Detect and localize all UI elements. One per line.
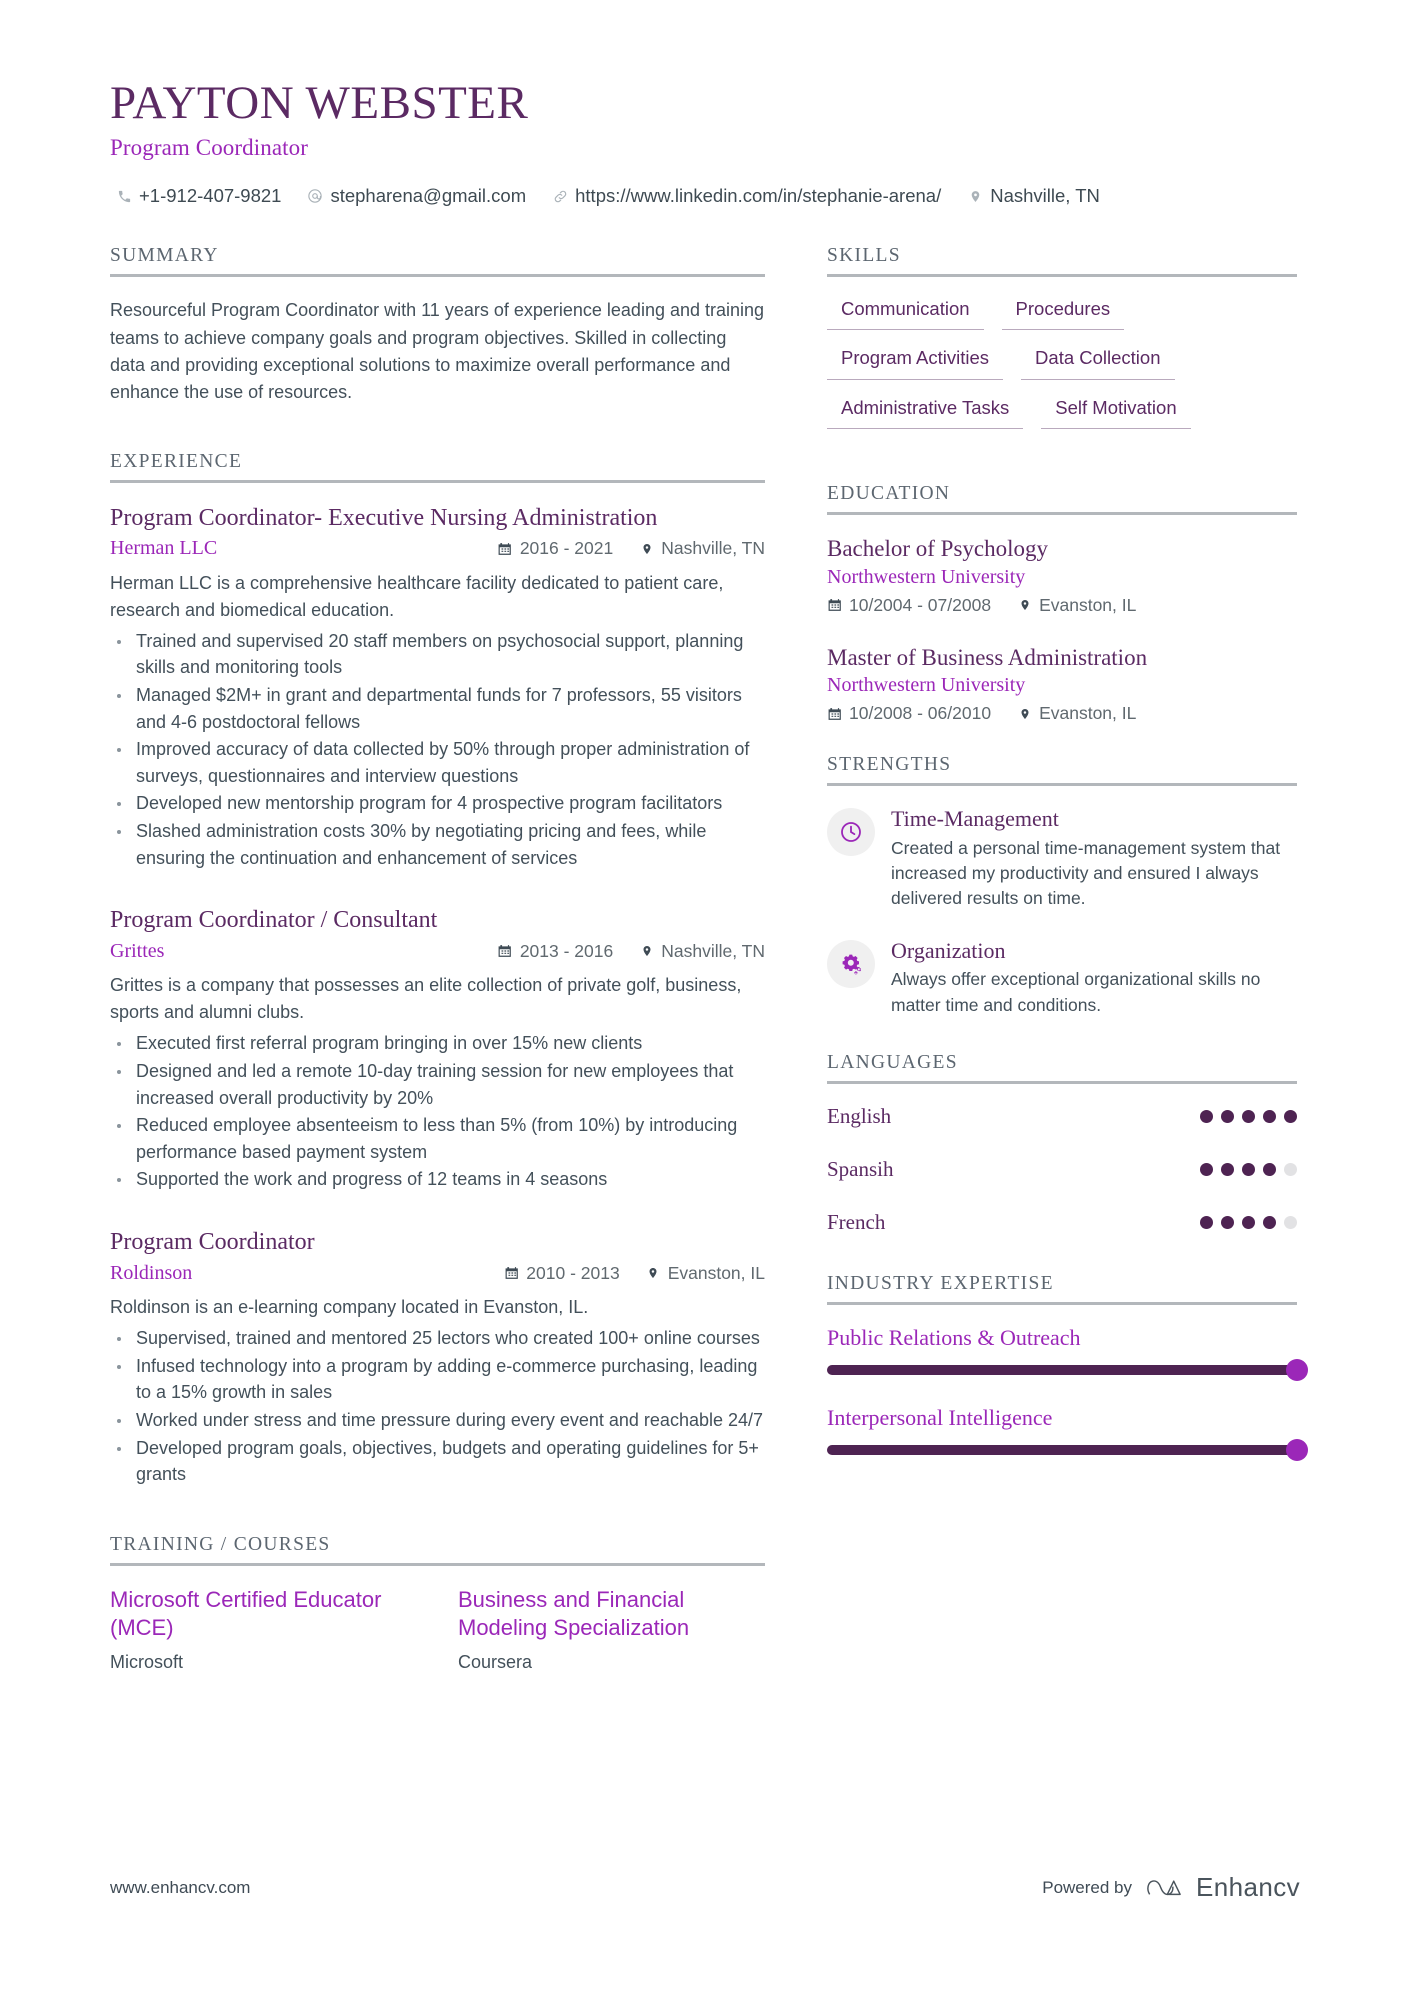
skill-chip: Data Collection bbox=[1021, 344, 1174, 379]
experience-bullet: Reduced employee absenteeism to less than 5% (from 10%) by introducing performance based payment system bbox=[110, 1112, 765, 1165]
languages-heading: LANGUAGES bbox=[827, 1052, 1297, 1084]
expertise-slider[interactable] bbox=[827, 1445, 1297, 1455]
education-location bbox=[1017, 703, 1136, 724]
experience-location-text: Evanston, IL bbox=[667, 1262, 765, 1283]
experience-company: Herman LLC bbox=[110, 537, 218, 560]
section-training bbox=[110, 1534, 765, 1673]
experience-bullets bbox=[110, 1030, 765, 1193]
education-school: Northwestern University bbox=[827, 565, 1026, 588]
experience-company: Grittes bbox=[110, 939, 165, 962]
level-dot bbox=[1242, 1216, 1255, 1229]
experience-dates bbox=[504, 1263, 619, 1284]
resume-header bbox=[110, 78, 1300, 205]
resume-body bbox=[110, 245, 1300, 1681]
experience-bullet: Improved accuracy of data collected by 50% through proper administration of surveys, questionnaires and interview questions bbox=[110, 736, 765, 789]
location-pin-icon bbox=[639, 541, 654, 556]
education-school: Northwestern University bbox=[827, 674, 1026, 697]
right-column bbox=[827, 245, 1297, 1681]
location-pin-icon bbox=[639, 944, 654, 959]
education-entry bbox=[827, 535, 1297, 616]
education-degree: Master of Business Administration bbox=[827, 644, 1148, 670]
training-provider: Coursera bbox=[458, 1652, 533, 1673]
experience-location-text: Nashville, TN bbox=[661, 940, 765, 961]
level-dot bbox=[1263, 1163, 1276, 1176]
experience-dates-text: 2013 - 2016 bbox=[519, 940, 614, 961]
education-dates bbox=[827, 595, 991, 616]
location-pin-icon bbox=[1017, 706, 1032, 721]
education-dates bbox=[827, 703, 991, 724]
skills-list bbox=[827, 295, 1297, 429]
strength-name: Time-Management bbox=[891, 806, 1059, 832]
experience-location-text: Nashville, TN bbox=[661, 538, 765, 559]
industry-expertise-heading: INDUSTRY EXPERTISE bbox=[827, 1273, 1297, 1305]
summary-text: Resourceful Program Coordinator with 11 years of experience leading and training teams to achieve company goals and program objectives. Skilled in collecting data and providing exceptional solutions to maximize overall performance and enhance the use of resources. bbox=[110, 300, 765, 403]
section-industry-expertise bbox=[827, 1273, 1297, 1455]
contact-location-text: Nashville, TN bbox=[990, 184, 1100, 206]
language-row bbox=[827, 1210, 1297, 1235]
training-list bbox=[110, 1586, 765, 1673]
experience-entry bbox=[110, 1227, 765, 1488]
language-row bbox=[827, 1104, 1297, 1129]
experience-role: Program Coordinator / Consultant bbox=[110, 907, 438, 934]
education-dates-text: 10/2008 - 06/2010 bbox=[849, 703, 992, 724]
education-location bbox=[1017, 595, 1136, 616]
level-dot bbox=[1200, 1110, 1213, 1123]
clock-icon bbox=[827, 808, 875, 856]
skills-heading: SKILLS bbox=[827, 245, 1297, 277]
contact-location[interactable] bbox=[967, 184, 1100, 206]
experience-meta bbox=[110, 1260, 765, 1286]
level-dot bbox=[1221, 1163, 1234, 1176]
powered-by-label: Powered by bbox=[1042, 1877, 1133, 1897]
strength-entry bbox=[827, 938, 1297, 1018]
strength-name: Organization bbox=[891, 937, 1006, 963]
calendar-icon bbox=[504, 1266, 519, 1281]
experience-bullet: Executed first referral program bringing in over 15% new clients bbox=[110, 1030, 765, 1057]
candidate-name: PAYTON WEBSTER bbox=[110, 77, 529, 129]
language-name: French bbox=[827, 1209, 886, 1234]
experience-bullet: Managed $2M+ in grant and departmental funds for 7 professors, 55 visitors and 4-6 postdoctoral fellows bbox=[110, 682, 765, 735]
strength-description: Always offer exceptional organizational skills no matter time and conditions. bbox=[891, 969, 1261, 1015]
enhancv-logo bbox=[1146, 1872, 1300, 1903]
email-icon bbox=[307, 188, 323, 204]
skill-chip: Self Motivation bbox=[1041, 394, 1190, 429]
phone-icon bbox=[116, 188, 132, 204]
enhancv-brand-name: Enhancv bbox=[1196, 1872, 1300, 1902]
expertise-fill bbox=[827, 1365, 1297, 1375]
education-meta bbox=[827, 595, 1297, 616]
expertise-fill bbox=[827, 1445, 1297, 1455]
experience-dates-text: 2016 - 2021 bbox=[519, 538, 614, 559]
experience-role: Program Coordinator bbox=[110, 1229, 315, 1256]
calendar-icon bbox=[827, 706, 842, 721]
experience-bullet: Supervised, trained and mentored 25 lectors who created 100+ online courses bbox=[110, 1325, 765, 1352]
training-item bbox=[458, 1586, 758, 1673]
location-pin-icon bbox=[967, 188, 983, 204]
strength-body bbox=[891, 938, 1297, 1018]
experience-bullets bbox=[110, 628, 765, 872]
language-level-dots bbox=[1200, 1163, 1297, 1176]
section-experience bbox=[110, 451, 765, 1488]
calendar-icon bbox=[498, 944, 513, 959]
strength-body bbox=[891, 806, 1297, 912]
section-education bbox=[827, 483, 1297, 725]
education-meta bbox=[827, 703, 1297, 724]
education-degree: Bachelor of Psychology bbox=[827, 535, 1049, 561]
skill-chip: Program Activities bbox=[827, 344, 1003, 379]
expertise-knob[interactable] bbox=[1286, 1439, 1308, 1461]
level-dot bbox=[1263, 1110, 1276, 1123]
location-pin-icon bbox=[1017, 598, 1032, 613]
expertise-name: Interpersonal Intelligence bbox=[827, 1404, 1053, 1430]
level-dot bbox=[1263, 1216, 1276, 1229]
level-dot bbox=[1284, 1216, 1297, 1229]
contact-linkedin-text: https://www.linkedin.com/in/stephanie-arena/ bbox=[575, 184, 942, 206]
contact-row bbox=[110, 184, 1300, 206]
contact-linkedin[interactable] bbox=[552, 184, 942, 206]
training-name: Business and Financial Modeling Specialization bbox=[458, 1586, 690, 1640]
section-languages bbox=[827, 1052, 1297, 1235]
experience-heading: EXPERIENCE bbox=[110, 451, 765, 483]
level-dot bbox=[1242, 1163, 1255, 1176]
experience-entry bbox=[110, 503, 765, 872]
skill-chip: Communication bbox=[827, 295, 984, 330]
level-dot bbox=[1200, 1163, 1213, 1176]
training-heading: TRAINING / COURSES bbox=[110, 1534, 765, 1566]
level-dot bbox=[1284, 1163, 1297, 1176]
experience-description: Grittes is a company that possesses an elite collection of private golf, business, sports and alumni clubs. bbox=[110, 975, 742, 1023]
language-level-dots bbox=[1200, 1110, 1297, 1123]
experience-bullet: Developed program goals, objectives, budgets and operating guidelines for 5+ grants bbox=[110, 1435, 765, 1488]
expertise-knob[interactable] bbox=[1286, 1359, 1308, 1381]
experience-dates bbox=[498, 941, 613, 962]
contact-phone-text: +1-912-407-9821 bbox=[139, 184, 282, 206]
experience-bullet: Trained and supervised 20 staff members on psychosocial support, planning skills and monitoring tools bbox=[110, 628, 765, 681]
level-dot bbox=[1242, 1110, 1255, 1123]
calendar-icon bbox=[498, 541, 513, 556]
language-level-dots bbox=[1200, 1216, 1297, 1229]
left-column bbox=[110, 245, 765, 1681]
location-pin-icon bbox=[646, 1266, 661, 1281]
experience-description: Roldinson is an e-learning company located in Evanston, IL. bbox=[110, 1297, 589, 1318]
experience-bullet: Designed and led a remote 10-day training session for new employees that increased overall productivity by 20% bbox=[110, 1058, 765, 1111]
education-entry bbox=[827, 644, 1297, 725]
education-location-text: Evanston, IL bbox=[1039, 703, 1137, 724]
contact-email-text: stepharena@gmail.com bbox=[330, 184, 527, 206]
experience-dates-text: 2010 - 2013 bbox=[526, 1262, 620, 1283]
training-name: Microsoft Certified Educator (MCE) bbox=[110, 1586, 382, 1640]
education-location-text: Evanston, IL bbox=[1039, 594, 1137, 615]
experience-role: Program Coordinator- Executive Nursing Administration bbox=[110, 504, 658, 531]
strength-description: Created a personal time-management system that increased my productivity and ensured I always delivered results on time. bbox=[891, 837, 1281, 909]
expertise-slider[interactable] bbox=[827, 1365, 1297, 1375]
strengths-heading: STRENGTHS bbox=[827, 754, 1297, 786]
contact-phone[interactable] bbox=[116, 184, 282, 206]
experience-location bbox=[639, 538, 765, 559]
language-name: Spansih bbox=[827, 1156, 894, 1181]
summary-heading: SUMMARY bbox=[110, 245, 765, 277]
calendar-icon bbox=[827, 598, 842, 613]
enhancv-mark-icon bbox=[1146, 1875, 1186, 1901]
experience-description: Herman LLC is a comprehensive healthcare facility dedicated to patient care, research and biomedical education. bbox=[110, 572, 724, 620]
expertise-entry bbox=[827, 1405, 1297, 1455]
training-item bbox=[110, 1586, 410, 1673]
experience-entry bbox=[110, 905, 765, 1193]
level-dot bbox=[1221, 1216, 1234, 1229]
contact-email[interactable] bbox=[307, 184, 527, 206]
language-name: English bbox=[827, 1103, 892, 1128]
footer-url[interactable]: www.enhancv.com bbox=[110, 1877, 251, 1897]
experience-meta bbox=[110, 536, 765, 562]
section-skills bbox=[827, 245, 1297, 429]
powered-by-block bbox=[1042, 1872, 1300, 1903]
experience-bullet: Supported the work and progress of 12 teams in 4 seasons bbox=[110, 1166, 765, 1193]
education-heading: EDUCATION bbox=[827, 483, 1297, 515]
experience-bullet: Worked under stress and time pressure during every event and reachable 24/7 bbox=[110, 1407, 765, 1434]
level-dot bbox=[1284, 1110, 1297, 1123]
level-dot bbox=[1221, 1110, 1234, 1123]
experience-bullet: Developed new mentorship program for 4 prospective program facilitators bbox=[110, 790, 765, 817]
experience-location bbox=[646, 1263, 765, 1284]
skill-chip: Administrative Tasks bbox=[827, 394, 1023, 429]
section-strengths bbox=[827, 754, 1297, 1018]
language-row bbox=[827, 1157, 1297, 1182]
link-icon bbox=[552, 188, 568, 204]
resume-footer bbox=[110, 1872, 1300, 1903]
experience-meta bbox=[110, 938, 765, 964]
experience-bullet: Slashed administration costs 30% by negotiating pricing and fees, while ensuring the continuation and enhancement of services bbox=[110, 818, 765, 871]
training-provider: Microsoft bbox=[110, 1652, 184, 1673]
education-dates-text: 10/2004 - 07/2008 bbox=[849, 594, 992, 615]
expertise-entry bbox=[827, 1325, 1297, 1375]
candidate-job-title: Program Coordinator bbox=[110, 134, 309, 160]
experience-company: Roldinson bbox=[110, 1261, 193, 1284]
gears-icon bbox=[827, 940, 875, 988]
expertise-name: Public Relations & Outreach bbox=[827, 1324, 1081, 1350]
level-dot bbox=[1200, 1216, 1213, 1229]
skill-chip: Procedures bbox=[1002, 295, 1125, 330]
experience-dates bbox=[498, 538, 613, 559]
strength-entry bbox=[827, 806, 1297, 912]
section-summary bbox=[110, 245, 765, 406]
experience-bullet: Infused technology into a program by adding e-commerce purchasing, leading to a 15% growth in sales bbox=[110, 1353, 765, 1406]
experience-location bbox=[639, 941, 765, 962]
experience-bullets bbox=[110, 1325, 765, 1488]
